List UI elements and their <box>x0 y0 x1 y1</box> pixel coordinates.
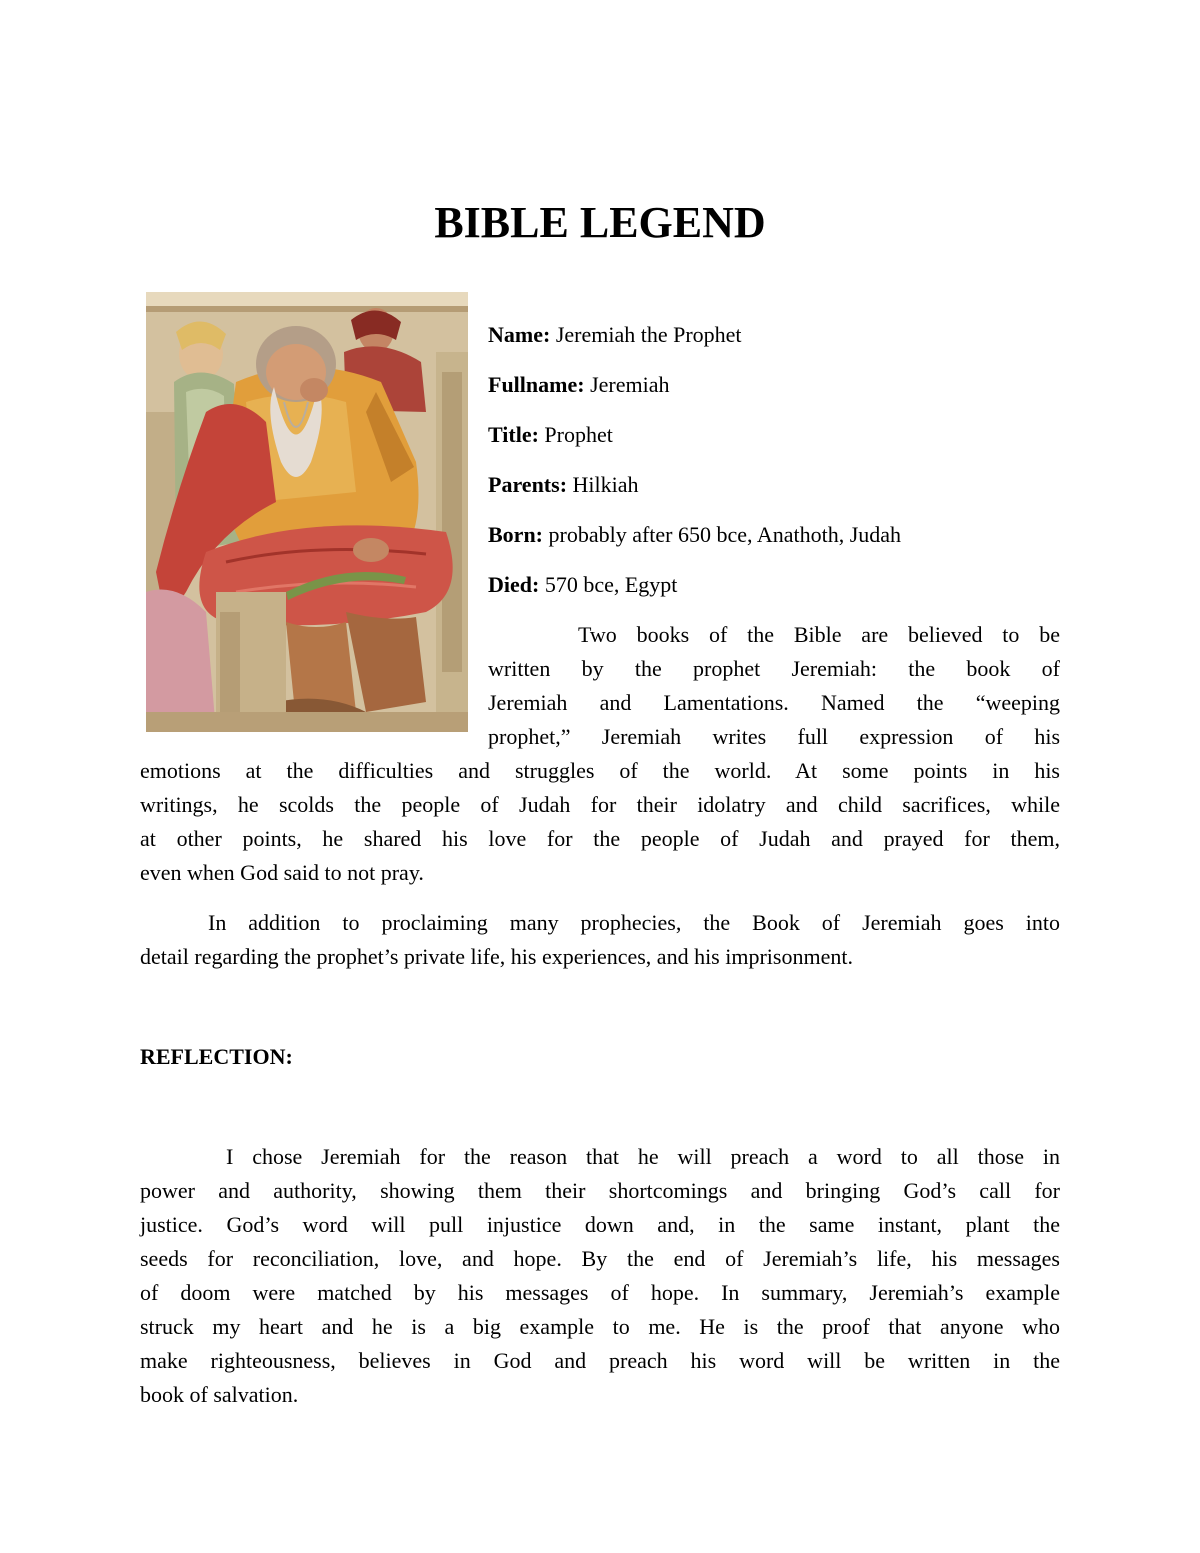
profile-title <box>488 420 1060 450</box>
paragraph-line: seeds for reconciliation, love, and hope. By the end of Jeremiah’s life, his messages <box>140 1246 1060 1271</box>
paragraph-1-full <box>140 754 1060 890</box>
page-title: BIBLE LEGEND <box>434 198 766 247</box>
paragraph-line: emotions at the difficulties and struggles of the world. At some points in his <box>140 758 1060 783</box>
paragraph-line: prophet,” Jeremiah writes full expression of his <box>488 724 1060 749</box>
died-label: Died: <box>488 572 540 597</box>
paragraph-line: In addition to proclaiming many prophecies, the Book of Jeremiah goes into <box>208 910 1060 935</box>
title-label: Title: <box>488 422 539 447</box>
profile-died <box>488 570 1060 600</box>
name-label: Name: <box>488 322 551 347</box>
paragraph-line: of doom were matched by his messages of hope. In summary, Jeremiah’s example <box>140 1280 1060 1305</box>
reflection-paragraph <box>140 1140 1060 1412</box>
fullname-label: Fullname: <box>488 372 585 397</box>
fullname-value: Jeremiah <box>590 372 670 397</box>
parents-label: Parents: <box>488 472 568 497</box>
died-value: 570 bce, Egypt <box>544 572 678 597</box>
born-label: Born: <box>488 522 543 547</box>
paragraph-line: power and authority, showing them their shortcomings and bringing God’s call for <box>140 1178 1060 1203</box>
paragraph-line: Two books of the Bible are believed to be <box>578 622 1060 647</box>
profile-fullname <box>488 370 1060 400</box>
paragraph-line: book of salvation. <box>140 1382 299 1407</box>
paragraph-line: make righteousness, believes in God and preach his word will be written in the <box>140 1348 1060 1373</box>
profile-born <box>488 520 1060 550</box>
paragraph-line: I chose Jeremiah for the reason that he will preach a word to all those in <box>226 1144 1060 1169</box>
born-value: probably after 650 bce, Anathoth, Judah <box>548 522 902 547</box>
title-value: Prophet <box>544 422 613 447</box>
jeremiah-painting <box>146 292 468 732</box>
paragraph-line: struck my heart and he is a big example to me. He is the proof that anyone who <box>140 1314 1060 1339</box>
paragraph-line: detail regarding the prophet’s private life, his experiences, and his imprisonment. <box>140 944 853 969</box>
profile-info <box>488 320 1060 620</box>
name-value: Jeremiah the Prophet <box>555 322 742 347</box>
paragraph-2 <box>140 906 1060 974</box>
profile-name <box>488 320 1060 350</box>
paragraph-line: writings, he scolds the people of Judah for their idolatry and child sacrifices, while <box>140 792 1060 817</box>
paragraph-line: at other points, he shared his love for the people of Judah and prayed for them, <box>140 826 1060 851</box>
paragraph-line: justice. God’s word will pull injustice down and, in the same instant, plant the <box>140 1212 1060 1237</box>
paragraph-line: Jeremiah and Lamentations. Named the “weeping <box>488 690 1060 715</box>
paragraph-1-wrapped <box>488 618 1060 754</box>
paragraph-line: even when God said to not pray. <box>140 860 424 885</box>
reflection-heading: REFLECTION: <box>140 1044 293 1069</box>
paragraph-line: written by the prophet Jeremiah: the book of <box>488 656 1060 681</box>
profile-parents <box>488 470 1060 500</box>
parents-value: Hilkiah <box>572 472 639 497</box>
